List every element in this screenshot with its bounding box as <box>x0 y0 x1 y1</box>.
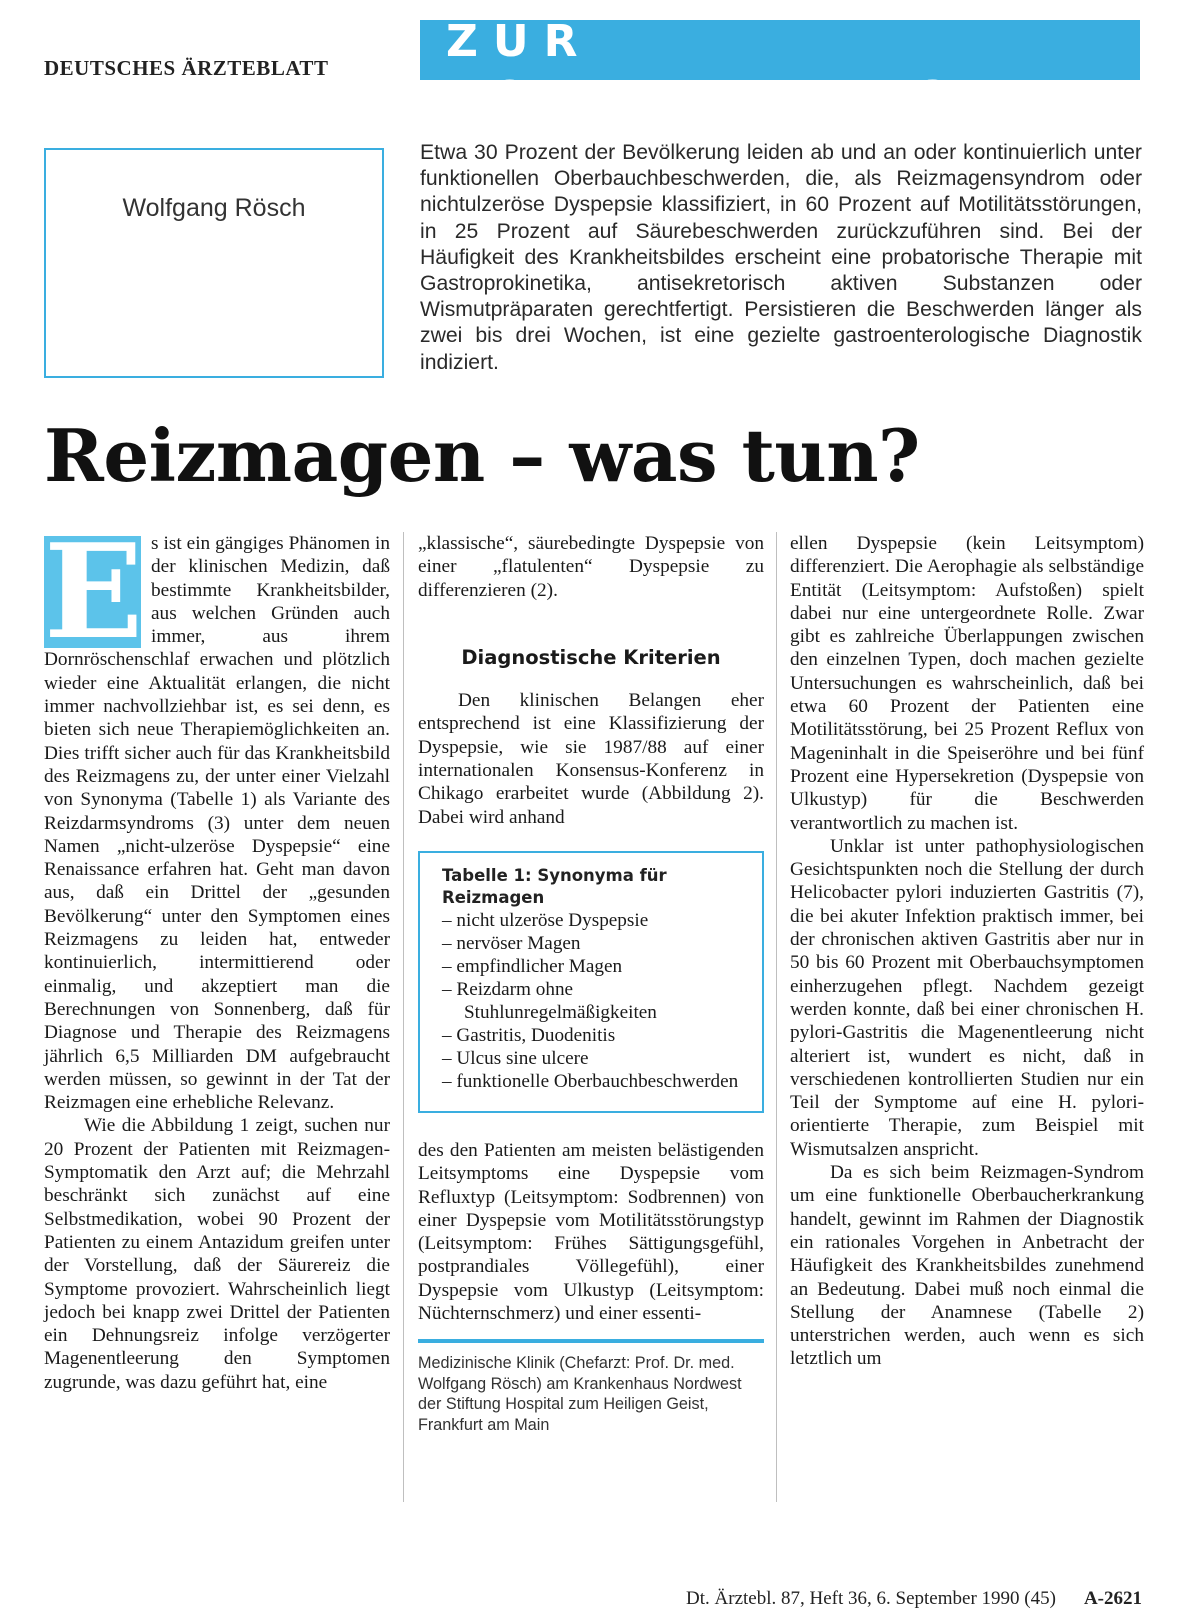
list-item: – Reizdarm ohne Stuhlunregelmäßigkeiten <box>442 978 740 1024</box>
paragraph: Unklar ist unter pathophysiologischen Gesichtspunkten noch die Stellung der durch Helicobacter pylori induzierten Gastritis (7), die bei akuter Infektion praktisch immer, bei der chronischen aktiven Gastritis aber nur in 50 bis 60 Prozent mit Oberbauchsymptomen einherzugehen pflegt. Nachdem gezeigt werden konnte, daß bei einer chronischen H. pylori-Gastritis die Magenentleerung nicht alteriert ist, wundert es nicht, daß in verschiedenen kontrollierten Studien nur ein Teil der Symptome auf eine H. pylori-orientierte Therapie, zum Beispiel mit Wismutsalzen anspricht. <box>790 835 1144 1160</box>
list-item: – nervöser Magen <box>442 932 740 955</box>
table-1-box <box>418 851 764 1113</box>
author-affiliation: Medizinische Klinik (Chefarzt: Prof. Dr. med. Wolfgang Rösch) am Krankenhaus Nordwest der Stiftung Hospital zum Heiligen Geist, Frankfurt am Main <box>418 1354 742 1434</box>
paragraph: „klassische“, säurebedingte Dyspepsie von einer „flatulenten“ Dyspepsie zu differenzieren (2). <box>418 533 764 601</box>
section-banner-label: ZUR FORTBILDUNG <box>446 16 964 123</box>
paragraph: s ist ein gängiges Phänomen in der klinischen Medizin, daß bestimmte Krankheitsbilder, aus welchen Gründen auch immer, aus ihrem Dornröschenschlaf erwachen und plötzlich wieder eine Aktualität erlangen, die nicht immer nachvollziehbar ist, es sei denn, es bieten sich neue Therapiemöglichkeiten an. Dies trifft sicher auch für das Krankheitsbild des Reizmagens zu, der unter einer Vielzahl von Synonyma (Tabelle 1) als Variante des Reizdarmsyndroms (3) unter dem neuen Namen „nicht-ulzeröse Dyspepsie“ eine Renaissance erfahren hat. Geht man davon aus, daß ein Drittel der „gesunden Bevölkerung“ unter den Symptomen eines Reizmagens zu leiden hat, entweder kontinuierlich, intermittierend oder einmalig, und akzeptiert man die Berechnungen von Sonnenberg, daß für Diagnose und Therapie des Reizmagens jährlich 6,5 Milliarden DM aufgebraucht werden müssen, so gewinnt in der Tat der Reizmagen eine erhebliche Relevanz. <box>44 533 390 1114</box>
page-footer <box>686 1588 1142 1610</box>
paragraph: Wie die Abbildung 1 zeigt, suchen nur 20 Prozent der Patienten mit Reizmagen-Symptomatik den Arzt auf; die Mehrzahl beschränkt sich zunächst auf eine Selbstmedikation, wobei 90 Prozent der Patienten zu einem Antazidum greifen unter der Vorstellung, daß der Säurereiz die Symptome provoziert. Wahrscheinlich liegt jedoch bei knapp zwei Drittel der Patienten ein Dehnungsreiz infolge verzögerter Magenentleerung den Symptomen zugrunde, was dazu geführt hat, eine <box>44 1115 390 1393</box>
abstract: Etwa 30 Prozent der Bevölkerung leiden ab und an oder kontinuierlich unter funktionellen Oberbauchbeschwerden, die, als Reizmagensyndrom oder nichtulzeröse Dyspepsie klassifiziert, in 60 Prozent auf Motilitätsstörungen, in 25 Prozent auf Säurebeschwerden zurückzuführen sind. Bei der Häufigkeit des Krankheitsbildes erscheint eine probatorische Therapie mit Gastroprokinetika, antisekretorisch aktiven Substanzen oder Wismutpräparaten gerechtfertigt. Persistieren die Beschwerden länger als zwei bis drei Wochen, ist eine gezielte gastroenterologische Diagnostik indiziert. <box>420 141 1142 374</box>
column-rule <box>403 532 404 1502</box>
author-name: Wolfgang Rösch <box>122 194 306 222</box>
table-list <box>442 909 740 1093</box>
section-banner <box>420 16 1140 123</box>
paragraph: Den klinischen Belangen eher entsprechend ist eine Klassifizierung der Dyspepsie, wie sie 1987/88 auf einer internationalen Konsensus-Konferenz in Chikago erarbeitet wurde (Abbildung 2). Dabei wird anhand <box>418 690 764 828</box>
column-3 <box>790 532 1144 1371</box>
column-rule <box>776 532 777 1502</box>
author-box <box>44 148 384 378</box>
journal-name: DEUTSCHES ÄRZTEBLATT <box>44 56 329 80</box>
list-item: – Gastritis, Duodenitis <box>442 1024 740 1047</box>
list-item: – nicht ulzeröse Dyspepsie <box>442 909 740 932</box>
paragraph: Da es sich beim Reizmagen-Syndrom um eine funktionelle Oberbaucherkrankung handelt, gewinnt im Rahmen der Diagnostik ein rationales Vorgehen in Anbetracht der Häufigkeit des Krankheitsbildes zunehmend an Bedeutung. Dabei muß noch einmal die Stellung der Anamnese (Tabelle 2) unterstrichen werden, auch wenn es sich letztlich um <box>790 1162 1144 1370</box>
table-title: Tabelle 1: Synonyma für Reizmagen <box>442 865 667 907</box>
column-1 <box>44 515 390 1394</box>
headline: Reizmagen – was tun? <box>44 413 920 498</box>
column-2 <box>418 532 764 1435</box>
section-heading: Diagnostische Kriterien <box>461 645 721 669</box>
citation: Dt. Ärztebl. 87, Heft 36, 6. September 1990 (45) <box>686 1588 1056 1609</box>
paragraph: des den Patienten am meisten belästigenden Leitsymptoms eine Dyspepsie vom Refluxtyp (Leitsymptom: Sodbrennen) von einer Dyspepsie vom Motilitätsstörungstyp (Leitsymptom: Frühes Sättigungsgefühl, postprandiales Völlegefühl), einer Dyspepsie vom Ulkustyp (Leitsymptom: Nüchternschmerz) und einer essenti- <box>418 1139 764 1325</box>
list-item: – empfindlicher Magen <box>442 955 740 978</box>
list-item: – funktionelle Oberbauchbeschwerden <box>442 1070 740 1093</box>
affiliation-divider <box>418 1339 764 1343</box>
page-number: A-2621 <box>1083 1588 1142 1609</box>
paragraph: ellen Dyspepsie (kein Leitsymptom) differenziert. Die Aerophagie als selbständige Entität (Leitsymptom: Aufstoßen) spielt dabei nur eine untergeordnete Rolle. Zwar gibt es zahlreiche Überlappungen zwischen den einzelnen Typen, doch machen gezielte Untersuchungen es wahrscheinlich, daß bei etwa 60 Prozent der Patienten eine Motilitätsstörung, bei 25 Prozent Reflux von Mageninhalt in die Speiseröhre und bei fünf Prozent eine Hypersekretion (Dyspepsie von Ulkustyp) für die Beschwerden verantwortlich zu machen ist. <box>790 533 1144 834</box>
list-item: – Ulcus sine ulcere <box>442 1047 740 1070</box>
drop-cap: E <box>44 515 144 668</box>
